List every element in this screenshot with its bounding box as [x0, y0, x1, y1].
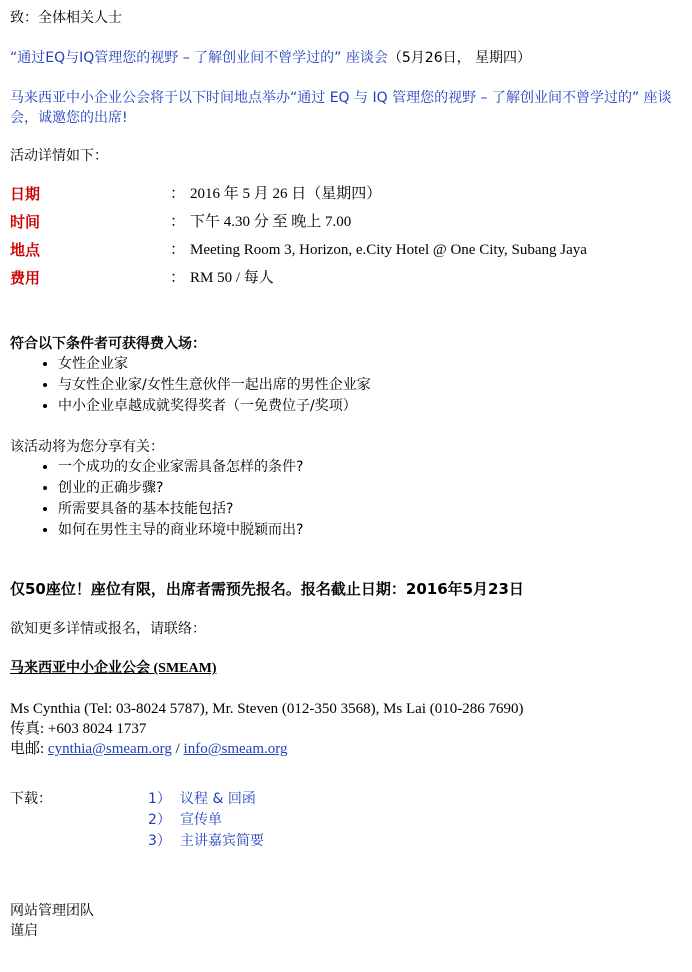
download-link-flyer[interactable] — [148, 810, 264, 831]
email-link-info[interactable]: info@smeam.org — [183, 741, 288, 757]
org-name: 马来西亚中小企业公会 (SMEAM) — [10, 661, 217, 676]
detail-value: 下午 4.30 分 至 晚上 7.00 — [190, 214, 352, 230]
download-number: 3） — [148, 833, 171, 849]
detail-row-venue — [10, 240, 587, 268]
email-separator: / — [171, 741, 184, 757]
detail-row-time — [10, 212, 587, 240]
downloads-list — [148, 789, 264, 852]
detail-colon: ： — [170, 186, 186, 202]
detail-colon: ： — [170, 270, 186, 286]
event-title-line — [10, 48, 682, 68]
intro-invite: ，诚邀您的出席! — [24, 110, 128, 126]
detail-label: 费用 — [10, 269, 41, 287]
share-heading: 该活动将为您分享有关： — [10, 439, 164, 455]
download-label[interactable]: 主讲嘉宾简要 — [180, 833, 264, 849]
list-item: • 创业的正确步骤? — [58, 478, 682, 499]
download-label[interactable]: 宣传单 — [180, 812, 222, 828]
share-list — [10, 457, 682, 541]
more-info: 欲知更多详情或报名，请联络： — [10, 621, 206, 637]
email-link-cynthia[interactable]: cynthia@smeam.org — [47, 741, 172, 757]
greeting: 致：全体相关人士 — [10, 10, 122, 26]
closing-block — [10, 901, 682, 941]
event-title-date: （5月26日， 星期四） — [387, 50, 532, 66]
detail-value: Meeting Room 3, Horizon, e.City Hotel @ One City, Subang Jaya — [190, 242, 587, 258]
list-item: • 与女性企业家/女性生意伙伴一起出席的男性企业家 — [58, 375, 682, 396]
list-item: • 女性企业家 — [58, 354, 682, 375]
detail-label: 日期 — [10, 185, 41, 203]
event-title: “通过EQ与IQ管理您的视野 – 了解创业间不曾学过的” 座谈会 — [10, 50, 388, 66]
email-label: 电邮: — [10, 741, 48, 757]
detail-row-date — [10, 184, 587, 212]
closing-team: 网站管理团队 — [10, 903, 94, 919]
download-label[interactable]: 议程 & 回函 — [180, 791, 256, 807]
document-body — [10, 8, 682, 941]
contact-block — [10, 699, 682, 759]
detail-value: RM 50 / 每人 — [190, 270, 274, 286]
detail-label: 地点 — [10, 241, 41, 259]
download-link-speakers[interactable] — [148, 831, 264, 852]
intro-org: 马来西亚中小企业公会将于以下时间地点举办 — [10, 90, 290, 106]
intro-paragraph — [10, 88, 682, 128]
download-number: 2） — [148, 812, 171, 828]
event-details-table — [10, 184, 587, 296]
detail-row-fee — [10, 268, 587, 296]
detail-colon: ： — [170, 214, 186, 230]
contact-phones: Ms Cynthia (Tel: 03-8024 5787), Mr. Steven (012-350 3568), Ms Lai (010-286 7690) — [10, 701, 524, 717]
list-item: • 中小企业卓越成就奖得奖者（一免费位子/奖项） — [58, 396, 682, 417]
free-entry-list — [10, 354, 682, 417]
list-item: • 一个成功的女企业家需具备怎样的条件? — [58, 457, 682, 478]
seats-notice: 仅50座位！座位有限，出席者需预先报名。报名截止日期：2016年5月23日 — [10, 580, 524, 598]
contact-email-line — [10, 739, 682, 759]
details-heading: 活动详情如下： — [10, 148, 108, 164]
intro-title: “通过 EQ 与 IQ 管理您的视野 – 了解创业间不曾学过的” 座谈会 — [10, 90, 672, 126]
download-link-agenda[interactable] — [148, 789, 264, 810]
closing-sign: 谨启 — [10, 923, 38, 939]
download-number: 1） — [148, 791, 171, 807]
detail-colon: ： — [170, 242, 186, 258]
detail-label: 时间 — [10, 213, 41, 231]
downloads-label: 下载： — [10, 791, 52, 807]
downloads-section — [10, 789, 682, 855]
list-item: • 所需要具备的基本技能包括? — [58, 499, 682, 520]
detail-value: 2016 年 5 月 26 日（星期四） — [190, 186, 382, 202]
free-entry-heading: 符合以下条件者可获得费入场： — [10, 336, 206, 352]
contact-fax: 传真: +603 8024 1737 — [10, 721, 147, 737]
list-item: • 如何在男性主导的商业环境中脱颖而出? — [58, 520, 682, 541]
